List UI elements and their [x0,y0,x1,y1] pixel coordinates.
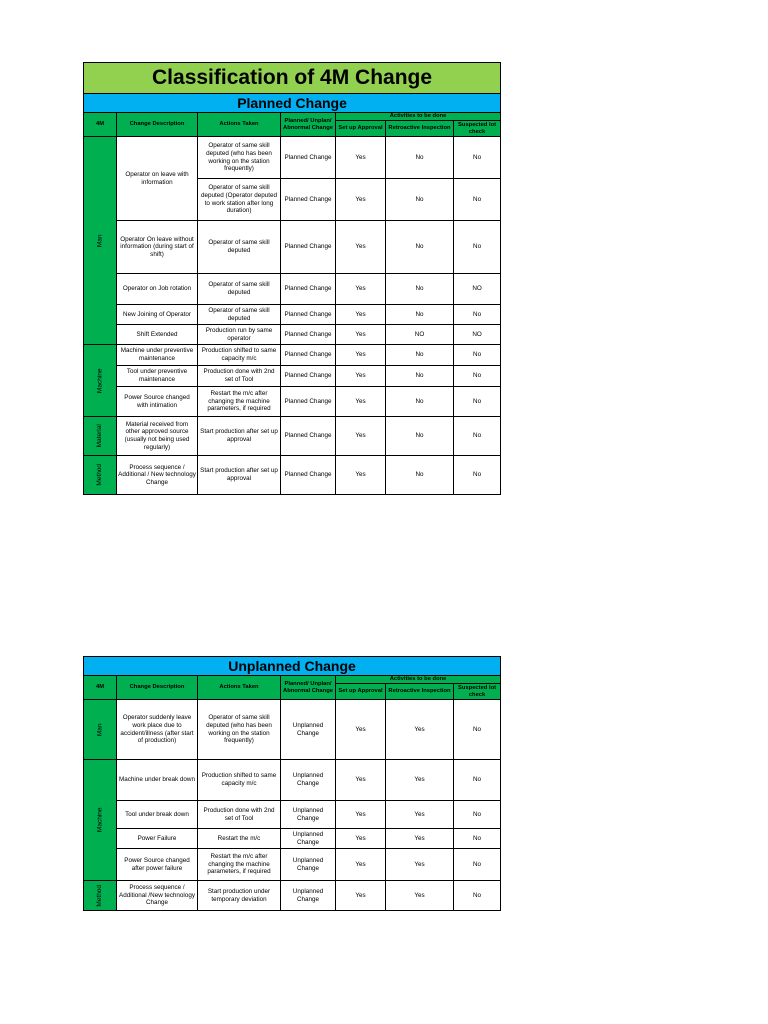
header-change-description: Change Description [117,676,198,700]
setup-cell: Yes [336,881,386,911]
change-description-cell: Machine under break down [117,760,198,801]
retro-cell: No [386,137,454,179]
header-change-description: Change Description [117,113,198,137]
change-description-cell: Power Source changed after power failure [117,849,198,881]
setup-cell: Yes [336,801,386,829]
lot-cell: No [454,221,501,274]
change-description-cell: Tool under break down [117,801,198,829]
lot-cell: NO [454,325,501,345]
action-cell: Start production after set up approval [198,456,281,495]
type-cell: Planned Change [281,305,336,325]
table-row [84,137,501,179]
header-actions-taken: Actions Taken [198,113,281,137]
retro-cell: Yes [386,801,454,829]
lot-cell: No [454,881,501,911]
change-description-cell: Operator on leave with information [117,137,198,221]
action-cell: Production shifted to same capacity m/c [198,760,281,801]
setup-cell: Yes [336,849,386,881]
group-label-method: Method [84,881,117,911]
header-setup-approval: Set up Approval [336,684,386,700]
table-row [84,325,501,345]
group-label-man: Man [84,700,117,760]
action-cell: Production done with 2nd set of Tool [198,366,281,387]
retro-cell: No [386,387,454,417]
table-row [84,366,501,387]
header-change-type: Planned/ Unplan/ Abnormal Change [281,676,336,700]
type-cell: Planned Change [281,221,336,274]
change-description-cell: Power Failure [117,829,198,849]
action-cell: Production done with 2nd set of Tool [198,801,281,829]
change-description-cell: Tool under preventive maintenance [117,366,198,387]
type-cell: Planned Change [281,417,336,456]
group-label-machine: Machine [84,345,117,417]
retro-cell: Yes [386,881,454,911]
table-row [84,881,501,911]
planned-change-sheet [83,62,500,495]
setup-cell: Yes [336,366,386,387]
header-change-type: Planned/ Unplan/ Abnormal Change [281,113,336,137]
lot-cell: No [454,305,501,325]
change-description-cell: Operator on Job rotation [117,274,198,305]
change-description-cell: Process sequence / Additional / New technology Change [117,456,198,495]
retro-cell: Yes [386,829,454,849]
type-cell: Unplanned Change [281,849,336,881]
type-cell: Unplanned Change [281,801,336,829]
header-retroactive-inspection: Retroactive Inspection [386,121,454,137]
action-cell: Restart the m/c after changing the machine parameters, if required [198,849,281,881]
change-description-cell: Process sequence / Additional /New technology Change [117,881,198,911]
table-row [84,829,501,849]
change-description-cell: Power Source changed with intimation [117,387,198,417]
header-4m: 4M [84,676,117,700]
setup-cell: Yes [336,700,386,760]
lot-cell: No [454,801,501,829]
retro-cell: No [386,366,454,387]
table-row [84,387,501,417]
main-title: Classification of 4M Change [84,63,501,94]
retro-cell: NO [386,325,454,345]
retro-cell: No [386,417,454,456]
table-row [84,760,501,801]
lot-cell: No [454,700,501,760]
type-cell: Planned Change [281,179,336,221]
action-cell: Production shifted to same capacity m/c [198,345,281,366]
unplanned-change-table [83,656,501,911]
retro-cell: No [386,274,454,305]
table-row [84,700,501,760]
lot-cell: No [454,387,501,417]
header-4m: 4M [84,113,117,137]
header-actions-taken: Actions Taken [198,676,281,700]
action-cell: Restart the m/c after changing the machine parameters, if required [198,387,281,417]
lot-cell: No [454,760,501,801]
setup-cell: Yes [336,325,386,345]
lot-cell: No [454,137,501,179]
type-cell: Unplanned Change [281,760,336,801]
type-cell: Planned Change [281,345,336,366]
setup-cell: Yes [336,345,386,366]
header-setup-approval: Set up Approval [336,121,386,137]
header-activities: Activities to be done [336,676,501,684]
action-cell: Operator of same skill deputed [198,274,281,305]
lot-cell: No [454,366,501,387]
section-title-planned: Planned Change [84,94,501,113]
table-row [84,345,501,366]
type-cell: Planned Change [281,366,336,387]
lot-cell: No [454,345,501,366]
setup-cell: Yes [336,417,386,456]
action-cell: Production run by same operator [198,325,281,345]
retro-cell: Yes [386,700,454,760]
retro-cell: Yes [386,849,454,881]
change-description-cell: Operator suddenly leave work place due to accident/illness (after start of production) [117,700,198,760]
lot-cell: No [454,417,501,456]
lot-cell: NO [454,274,501,305]
setup-cell: Yes [336,387,386,417]
action-cell: Start production under temporary deviation [198,881,281,911]
setup-cell: Yes [336,179,386,221]
change-description-cell: Machine under preventive maintenance [117,345,198,366]
type-cell: Planned Change [281,325,336,345]
table-row [84,801,501,829]
section-title-unplanned: Unplanned Change [84,657,501,676]
group-label-man: Man [84,137,117,345]
group-label-method: Method [84,456,117,495]
table-row [84,849,501,881]
planned-change-table [83,62,501,495]
action-cell: Operator of same skill deputed (who has been working on the station frequently) [198,137,281,179]
lot-cell: No [454,829,501,849]
retro-cell: No [386,221,454,274]
group-label-machine: Machine [84,760,117,881]
header-activities: Activities to be done [336,113,501,121]
action-cell: Operator of same skill deputed [198,305,281,325]
type-cell: Planned Change [281,456,336,495]
change-description-cell: New Joining of Operator [117,305,198,325]
action-cell: Restart the m/c [198,829,281,849]
table-row [84,274,501,305]
retro-cell: Yes [386,760,454,801]
setup-cell: Yes [336,305,386,325]
action-cell: Start production after set up approval [198,417,281,456]
retro-cell: No [386,179,454,221]
unplanned-change-sheet [83,656,500,911]
type-cell: Unplanned Change [281,700,336,760]
type-cell: Unplanned Change [281,829,336,849]
setup-cell: Yes [336,829,386,849]
header-retroactive-inspection: Retroactive Inspection [386,684,454,700]
retro-cell: No [386,305,454,325]
table-row [84,456,501,495]
header-suspected-lot-check: Suspected lot check [454,121,501,137]
setup-cell: Yes [336,456,386,495]
change-description-cell: Material received from other approved source (usually not being used regularly) [117,417,198,456]
lot-cell: No [454,849,501,881]
type-cell: Planned Change [281,137,336,179]
change-description-cell: Operator On leave without information (during start of shift) [117,221,198,274]
retro-cell: No [386,345,454,366]
table-row [84,221,501,274]
setup-cell: Yes [336,760,386,801]
lot-cell: No [454,179,501,221]
action-cell: Operator of same skill deputed (Operator deputed to work station after long duration) [198,179,281,221]
action-cell: Operator of same skill deputed [198,221,281,274]
table-row [84,417,501,456]
type-cell: Planned Change [281,387,336,417]
type-cell: Planned Change [281,274,336,305]
setup-cell: Yes [336,221,386,274]
setup-cell: Yes [336,137,386,179]
header-suspected-lot-check: Suspected lot check [454,684,501,700]
setup-cell: Yes [336,274,386,305]
group-label-material: Material [84,417,117,456]
type-cell: Unplanned Change [281,881,336,911]
change-description-cell: Shift Extended [117,325,198,345]
action-cell: Operator of same skill deputed (who has been working on the station frequently) [198,700,281,760]
table-row [84,305,501,325]
lot-cell: No [454,456,501,495]
retro-cell: No [386,456,454,495]
